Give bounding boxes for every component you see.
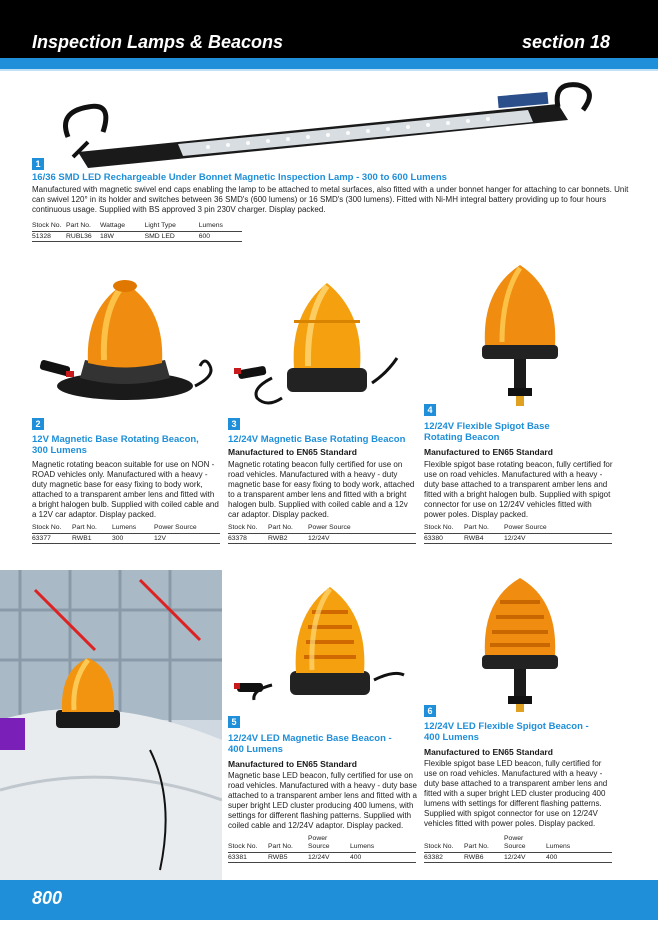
col-header: Stock No. <box>32 524 72 534</box>
table-row <box>228 534 416 544</box>
product-description: Magnetic rotating beacon suitable for use on NON - ROAD vehicles only. Manufactured with a heavy - duty magnetic base for easy fixing to body work, attached to a transparent amber lens and fitted with a bright halogen bulb. Supplied with coiled cable and a 12V car adaptor. Display packed. <box>32 460 219 519</box>
product-description: Flexible spigot base rotating beacon, fully certified for use on road vehicles. Manufactured with a heavy - duty base attached to a transparent amber lens and fitted with a bright halogen bulb. Supplied with spigot connector for use on 12/24V vehicles fitted with power poles. Display packed. <box>424 460 613 519</box>
col-header: Lumens <box>546 835 612 853</box>
table-cell: 12V <box>154 534 220 544</box>
product-number-badge: 3 <box>228 418 240 430</box>
page-header <box>0 0 658 58</box>
product-number-badge: 6 <box>424 705 436 717</box>
product-description: Flexible spigot base LED beacon, fully certified for use on road vehicles. Manufactured with a heavy - duty base attached to a transparent amber lens and fitted with a super bright LED cluster producing 400 lumens with settings for different flashing patterns. Supplied with spigot connector for use on 12/24V vehicles fitted with power poles. Display packed. <box>424 759 608 828</box>
led-beacon-image <box>232 575 417 715</box>
col-header: Lumens <box>112 524 154 534</box>
product-standard: Manufactured to EN65 Standard <box>228 447 357 457</box>
product-standard: Manufactured to EN65 Standard <box>424 447 553 457</box>
product-description: Manufactured with magnetic swivel end caps enabling the lamp to be attached to metal surfaces, also fitted with a under bonnet hanger for attaching to car bonnets. Unit can swivel 120° in its holder and switches between 36 SMD's (600 lumens) or 16 SMD's (300 lumens). Fitted with Ni-MH integral battery providing up to four hours continuous usage. Supplied with BS approved 3 pin 230V charger. Display packed. <box>32 185 629 214</box>
col-header: Part No. <box>268 524 308 534</box>
table-cell: SMD LED <box>145 232 199 242</box>
col-header: Lumens <box>199 222 242 232</box>
table-cell: 63382 <box>424 853 464 863</box>
beacon-on-vehicle-photo <box>0 570 222 880</box>
table-cell: RWB5 <box>268 853 308 863</box>
table-cell: RWB2 <box>268 534 308 544</box>
product-title: 12/24V LED Flexible Spigot Beacon - 400 Lumens <box>424 721 589 743</box>
table-row <box>228 853 416 863</box>
header-title: Inspection Lamps & Beacons <box>32 32 284 52</box>
col-header: Wattage <box>100 222 145 232</box>
table-cell: 63377 <box>32 534 72 544</box>
col-header: Light Type <box>145 222 199 232</box>
spec-table <box>32 222 242 242</box>
col-header: Power Source <box>308 835 350 853</box>
spec-table <box>424 524 612 544</box>
table-row <box>424 853 612 863</box>
table-cell: RWB6 <box>464 853 504 863</box>
product-title: 12V Magnetic Base Rotating Beacon, 300 Lumens <box>32 434 199 456</box>
product-standard: Manufactured to EN65 Standard <box>228 759 357 769</box>
table-cell: 600 <box>199 232 242 242</box>
footer-bottom-edge <box>0 920 658 927</box>
product-standard: Manufactured to EN65 Standard <box>424 747 553 757</box>
table-cell: RWB1 <box>72 534 112 544</box>
col-header: Stock No. <box>228 524 268 534</box>
col-header: Stock No. <box>424 835 464 853</box>
table-cell: 12/24V <box>308 853 350 863</box>
led-spigot-beacon-image <box>470 570 570 715</box>
table-cell: 400 <box>350 853 416 863</box>
col-header: Power Source <box>308 524 416 534</box>
spec-table <box>228 524 416 544</box>
spigot-beacon-image <box>470 250 570 410</box>
table-cell: 400 <box>546 853 612 863</box>
table-cell: 51328 <box>32 232 66 242</box>
rotating-beacon-image <box>232 268 412 413</box>
table-cell: 18W <box>100 232 145 242</box>
table-cell: 63381 <box>228 853 268 863</box>
table-cell: 63378 <box>228 534 268 544</box>
table-cell: 12/24V <box>308 534 416 544</box>
product-title: 12/24V Flexible Spigot Base Rotating Beacon <box>424 421 550 443</box>
product-title: 16/36 SMD LED Rechargeable Under Bonnet Magnetic Inspection Lamp - 300 to 600 Lumens <box>32 172 447 183</box>
col-header: Lumens <box>350 835 416 853</box>
spec-table <box>228 835 416 863</box>
col-header: Stock No. <box>32 222 66 232</box>
table-row <box>32 232 242 242</box>
col-header: Part No. <box>464 835 504 853</box>
section-tab-marker <box>0 718 25 750</box>
page-number: 800 <box>32 888 63 908</box>
table-row <box>424 534 612 544</box>
col-header: Part No. <box>464 524 504 534</box>
col-header: Power Source <box>154 524 220 534</box>
col-header: Power Source <box>504 835 546 853</box>
header-stripe <box>0 58 658 69</box>
section-label: section 18 <box>521 32 610 52</box>
product-title: 12/24V LED Magnetic Base Beacon - 400 Lumens <box>228 733 392 755</box>
header-stripe-light <box>0 69 658 71</box>
table-cell: 12/24V <box>504 534 612 544</box>
inspection-lamp-image <box>58 82 598 172</box>
table-cell: 12/24V <box>504 853 546 863</box>
table-cell: RUBL36 <box>66 232 100 242</box>
page-footer <box>0 880 658 920</box>
product-title: 12/24V Magnetic Base Rotating Beacon <box>228 434 406 445</box>
product-number-badge: 4 <box>424 404 436 416</box>
product-number-badge: 5 <box>228 716 240 728</box>
product-number-badge: 1 <box>32 158 44 170</box>
table-cell: 300 <box>112 534 154 544</box>
col-header: Power Source <box>504 524 612 534</box>
col-header: Part No. <box>66 222 100 232</box>
product-number-badge: 2 <box>32 418 44 430</box>
col-header: Part No. <box>268 835 308 853</box>
spec-table <box>32 524 220 544</box>
table-cell: RWB4 <box>464 534 504 544</box>
col-header: Part No. <box>72 524 112 534</box>
col-header: Stock No. <box>424 524 464 534</box>
spec-table <box>424 835 612 863</box>
product-description: Magnetic rotating beacon fully certified for use on road vehicles. Manufactured with a heavy - duty magnetic base for easy fixing to body work, attached to a transparent amber lens and fitted with a bright halogen bulb. Supplied with coiled cable and a 12v car adaptor. Display packed. <box>228 460 415 519</box>
rotating-beacon-image <box>30 268 225 413</box>
table-row <box>32 534 220 544</box>
product-description: Magnetic base LED beacon, fully certified for use on road vehicles. Manufactured with a heavy - duty base attached to a transparent amber lens and fitted with a super bright LED cluster producing 400 lumens, with settings for different flashing patterns. Supplied with coiled cable and 12/24V adaptor. Display packed. <box>228 771 418 830</box>
table-cell: 63380 <box>424 534 464 544</box>
col-header: Stock No. <box>228 835 268 853</box>
